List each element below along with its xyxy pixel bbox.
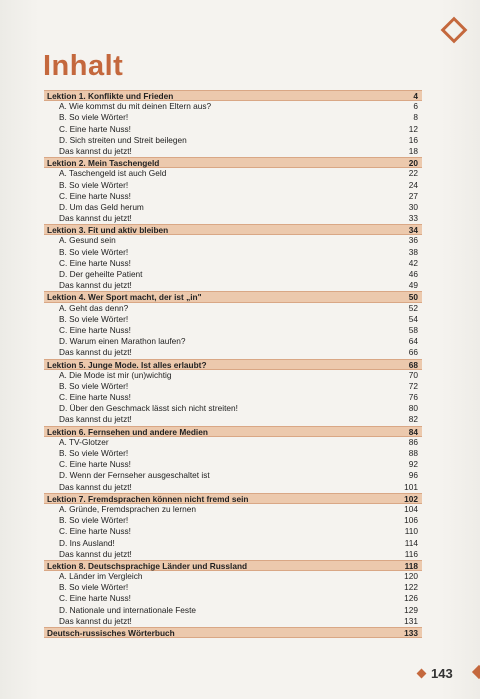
toc-entry-page: 84 [408,426,418,437]
diamond-icon [417,669,427,679]
toc-item-row [44,448,422,459]
diamond-outline-icon [440,16,468,44]
page-footer [418,666,453,681]
toc-entry-label: Das kannst du jetzt! [59,481,132,492]
toc-entry-page: 68 [408,359,418,370]
toc-entry-label: B. So viele Wörter! [59,112,129,123]
toc-entry-page: 27 [408,190,418,201]
toc-lesson-row [44,90,422,101]
toc-entry-label: C. Eine harte Nuss! [59,526,131,537]
toc-entry-page: 102 [404,493,418,504]
toc-summary-row [44,482,422,493]
toc-entry-label: D. Um das Geld herum [59,201,144,212]
toc-summary-row [44,213,422,224]
edge-diamond-icon [472,665,480,679]
toc-entry-page: 66 [408,347,418,358]
toc-entry-page: 16 [408,134,418,145]
toc-item-row [44,515,422,526]
toc-item-row [44,124,422,135]
page-number: 143 [431,666,453,681]
toc-entry-label: Lektion 8. Deutschsprachige Länder und Russland [47,560,248,571]
toc-item-row [44,202,422,213]
toc-lesson-row [44,560,422,571]
toc-item-row [44,392,422,403]
toc-item-row [44,135,422,146]
toc-item-row [44,593,422,604]
toc-entry-label: Das kannst du jetzt! [59,280,132,291]
toc-entry-page: 114 [404,537,418,548]
toc-lesson-row [44,359,422,370]
toc-entry-page: 118 [404,560,418,571]
toc-entry-label: D. Wenn der Fernseher ausgeschaltet ist [59,470,210,481]
toc-entry-label: Lektion 7. Fremdsprachen können nicht fremd sein [47,493,249,504]
toc-item-row [44,180,422,191]
toc-summary-row [44,414,422,425]
toc-entry-page: 4 [413,91,418,101]
toc-entry-label: Das kannst du jetzt! [59,615,132,626]
toc-item-row [44,571,422,582]
toc-entry-label: C. Eine harte Nuss! [59,257,131,268]
toc-entry-page: 104 [404,503,418,514]
toc-summary-row [44,549,422,560]
toc-entry-page: 58 [408,324,418,335]
toc-entry-label: C. Eine harte Nuss! [59,459,131,470]
toc-entry-label: D. Ins Ausland! [59,537,115,548]
toc-entry-page: 38 [408,246,418,257]
toc-entry-page: 101 [404,481,418,492]
toc-entry-page: 110 [404,526,418,537]
toc-item-row [44,370,422,381]
toc-entry-page: 54 [408,313,418,324]
page-title: Inhalt [43,50,124,82]
toc-lesson-row [44,493,422,504]
toc-entry-page: 34 [408,225,418,236]
toc-summary-row [44,146,422,157]
toc-entry-page: 36 [408,235,418,246]
toc-item-row [44,168,422,179]
toc-entry-page: 33 [408,213,418,224]
toc-entry-page: 72 [408,380,418,391]
toc-item-row [44,235,422,246]
toc-entry-label: A. Wie kommst du mit deinen Eltern aus? [59,101,212,112]
toc-entry-label: B. So viele Wörter! [59,515,129,526]
toc-entry-label: C. Eine harte Nuss! [59,324,131,335]
toc-entry-page: 46 [408,269,418,279]
toc-entry-label: A. Gründe, Fremdsprachen zu lernen [59,503,196,514]
toc-entry-label: Das kannst du jetzt! [59,145,132,156]
toc-item-row [44,526,422,537]
toc-entry-page: 106 [404,515,418,526]
table-of-contents [44,90,422,638]
toc-summary-row [44,616,422,627]
toc-entry-label: B. So viele Wörter! [59,380,129,391]
toc-entry-label: Deutsch-russisches Wörterbuch [47,628,175,638]
toc-entry-page: 52 [408,302,418,313]
toc-entry-label: D. Nationale und internationale Feste [59,604,196,615]
toc-entry-label: A. Taschengeld ist auch Geld [59,168,167,179]
toc-entry-label: A. Die Mode ist mir (un)wichtig [59,369,172,380]
toc-entry-page: 86 [408,436,418,447]
toc-item-row [44,191,422,202]
toc-entry-label: B. So viele Wörter! [59,313,129,324]
toc-entry-page: 129 [404,604,418,615]
toc-entry-label: A. Geht das denn? [59,302,129,313]
toc-entry-page: 131 [404,615,418,626]
toc-entry-label: Das kannst du jetzt! [59,548,132,559]
toc-item-row [44,269,422,280]
toc-entry-page: 88 [408,448,418,458]
toc-entry-page: 49 [408,280,418,291]
toc-item-row [44,247,422,258]
toc-entry-label: A. TV-Glotzer [59,436,109,447]
toc-item-row [44,101,422,112]
toc-lesson-row [44,291,422,302]
toc-item-row [44,258,422,269]
toc-entry-label: B. So viele Wörter! [59,246,129,257]
toc-summary-row [44,347,422,358]
toc-entry-label: D. Sich streiten und Streit beilegen [59,134,187,145]
toc-entry-page: 70 [408,369,418,380]
toc-entry-page: 24 [408,179,418,190]
toc-item-row [44,582,422,593]
toc-item-row [44,314,422,325]
toc-dictionary-row [44,627,422,638]
toc-entry-page: 20 [408,158,418,169]
toc-item-row [44,504,422,515]
toc-entry-page: 82 [408,414,418,425]
toc-entry-page: 6 [413,101,418,112]
toc-entry-label: A. Länder im Vergleich [59,571,143,582]
toc-entry-label: Lektion 1. Konflikte und Frieden [47,91,174,101]
toc-entry-page: 80 [408,403,418,414]
toc-item-row [44,381,422,392]
toc-entry-label: Das kannst du jetzt! [59,213,132,224]
toc-item-row [44,538,422,549]
toc-entry-page: 126 [404,593,418,604]
toc-entry-page: 76 [408,392,418,403]
toc-entry-label: C. Eine harte Nuss! [59,123,131,134]
toc-item-row [44,303,422,314]
toc-entry-label: C. Eine harte Nuss! [59,190,131,201]
toc-entry-label: D. Warum einen Marathon laufen? [59,336,186,347]
toc-entry-label: Lektion 4. Wer Sport macht, der ist „in" [47,292,202,303]
toc-entry-page: 92 [408,459,418,470]
toc-entry-page: 8 [413,112,418,123]
toc-entry-page: 116 [404,548,418,559]
toc-entry-page: 96 [408,470,418,481]
toc-item-row [44,325,422,336]
toc-entry-label: B. So viele Wörter! [59,582,129,593]
toc-summary-row [44,280,422,291]
toc-entry-page: 64 [408,336,418,347]
toc-entry-label: Das kannst du jetzt! [59,414,132,425]
toc-entry-page: 42 [408,257,418,268]
toc-entry-label: Das kannst du jetzt! [59,347,132,358]
toc-entry-label: D. Der geheilte Patient [59,269,143,279]
toc-entry-label: C. Eine harte Nuss! [59,593,131,604]
toc-lesson-row [44,224,422,235]
toc-entry-label: C. Eine harte Nuss! [59,392,131,403]
toc-entry-label: Lektion 2. Mein Taschengeld [47,158,160,169]
toc-entry-page: 30 [408,201,418,212]
toc-entry-page: 50 [408,292,418,303]
toc-lesson-row [44,426,422,437]
toc-entry-label: Lektion 5. Junge Mode. Ist alles erlaubt? [47,359,207,370]
toc-entry-label: Lektion 3. Fit und aktiv bleiben [47,225,169,236]
toc-item-row [44,459,422,470]
toc-entry-page: 133 [404,628,418,638]
toc-item-row [44,112,422,123]
toc-entry-label: A. Gesund sein [59,235,116,246]
toc-entry-page: 122 [404,582,418,593]
toc-entry-label: B. So viele Wörter! [59,448,129,458]
toc-item-row [44,470,422,481]
toc-entry-page: 120 [404,571,418,582]
toc-item-row [44,437,422,448]
toc-item-row [44,403,422,414]
toc-entry-label: D. Über den Geschmack lässt sich nicht streiten! [59,403,238,414]
toc-entry-page: 22 [408,168,418,179]
toc-lesson-row [44,157,422,168]
toc-entry-label: B. So viele Wörter! [59,179,129,190]
toc-item-row [44,336,422,347]
toc-item-row [44,605,422,616]
toc-entry-page: 12 [408,123,418,134]
toc-entry-label: Lektion 6. Fernsehen und andere Medien [47,426,208,437]
toc-entry-page: 18 [408,145,418,156]
